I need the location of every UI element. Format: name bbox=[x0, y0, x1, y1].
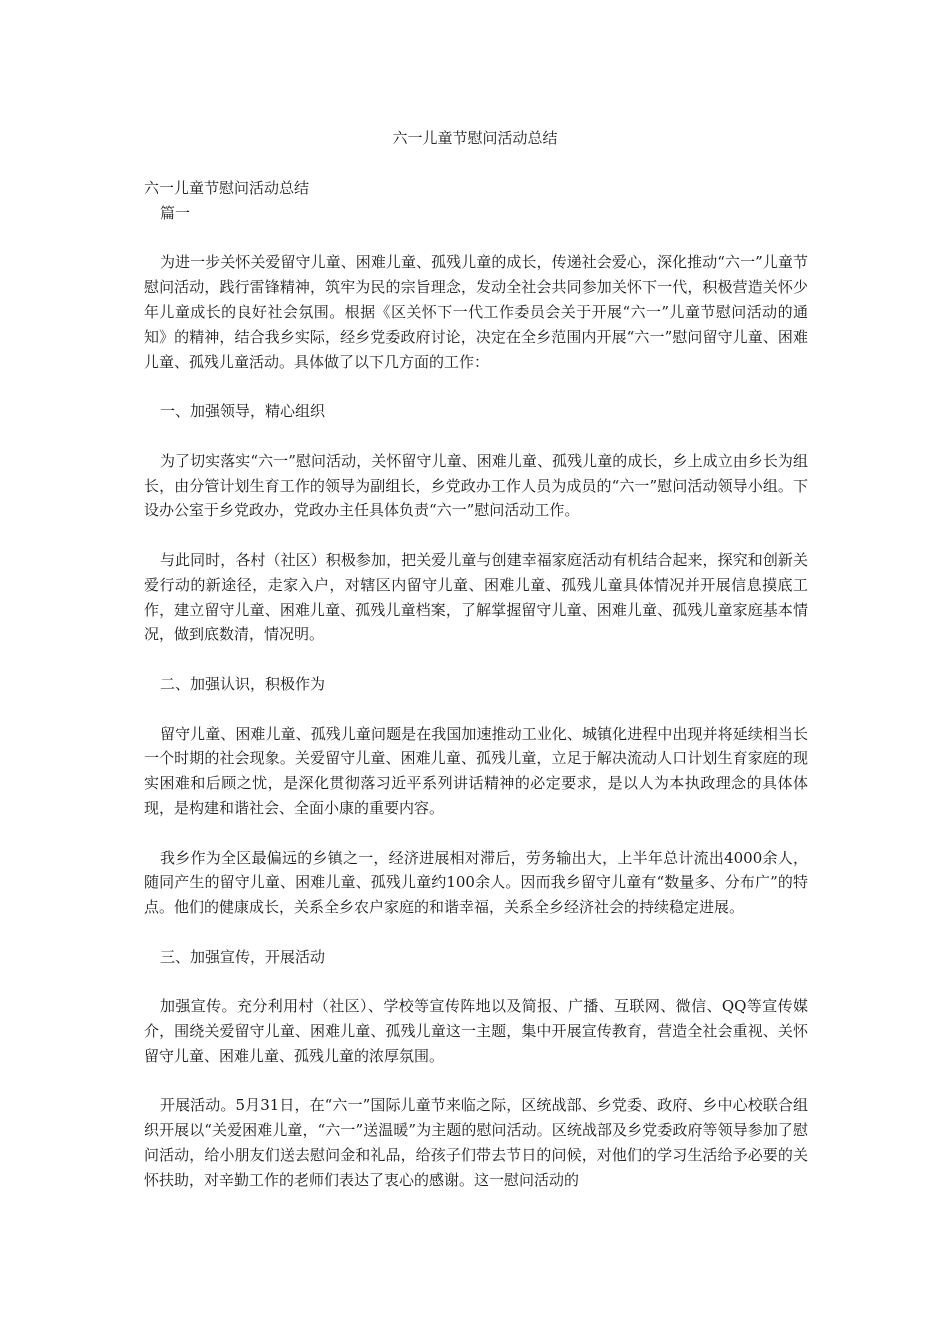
paragraph-intro: 为进一步关怀关爱留守儿童、困难儿童、孤残儿童的成长，传递社会爱心，深化推动“六一”儿童节慰问活动，践行雷锋精神，筑牢为民的宗旨理念，发动全社会共同参加关怀下一代，积极营造关怀少年儿童成长的良好社会氛围。根据《区关怀下一代工作委员会关于开展“六一”儿童节慰问活动的通知》的精神，结合我乡实际，经乡党委政府讨论，决定在全乡范围内开展“六一”慰问留守儿童、困难儿童、孤残儿童活动。具体做了以下几方面的工作： bbox=[144, 253, 808, 371]
section-heading-2: 二、加强认识，积极作为 bbox=[160, 674, 326, 693]
paragraph: 我乡作为全区最偏远的乡镇之一，经济进展相对滞后，劳务输出大，上半年总计流出4000余人，随同产生的留守儿童、困难儿童、孤残儿童约100余人。因而我乡留守儿童有“数量多、分布广”的特点。他们的健康成长，关系全乡农户家庭的和谐幸福，关系全乡经济社会的持续稳定进展。 bbox=[144, 848, 808, 917]
document-body bbox=[144, 176, 808, 1217]
document-subtitle: 六一儿童节慰问活动总结 bbox=[144, 179, 310, 197]
section-label: 篇一 bbox=[160, 203, 191, 222]
paragraph: 开展活动。5月31日，在“六一”国际儿童节来临之际，区统战部、乡党委、政府、乡中心校联合组织开展以“关爱困难儿童，“六一”送温暖”为主题的慰问活动。区统战部及乡党委政府等领导参加了慰问活动，给小朋友们送去慰问金和礼品，给孩子们带去节日的问候，对他们的学习生活给予必要的关怀扶助，对辛勤工作的老师们表达了衷心的感谢。这一慰问活动的 bbox=[144, 1096, 808, 1189]
section-heading-3: 三、加强宣传，开展活动 bbox=[160, 947, 326, 966]
paragraph: 为了切实落实“六一”慰问活动，关怀留守儿童、困难儿童、孤残儿童的成长，乡上成立由乡长为组长，由分管计划生育工作的领导为副组长，乡党政办工作人员为成员的“六一”慰问活动领导小组。下设办公室于乡党政办，党政办主任具体负责“六一”慰问活动工作。 bbox=[144, 451, 808, 520]
paragraph: 留守儿童、困难儿童、孤残儿童问题是在我国加速推动工业化、城镇化进程中出现并将延续相当长一个时期的社会现象。关爱留守儿童、困难儿童、孤残儿童，立足于解决流动人口计划生育家庭的现实困难和后顾之忧，是深化贯彻落习近平系列讲话精神的必定要求，是以人为本执政理念的具体体现，是构建和谐社会、全面小康的重要内容。 bbox=[144, 724, 808, 817]
paragraph: 与此同时，各村（社区）积极参加，把关爱儿童与创建幸福家庭活动有机结合起来，探究和创新关爱行动的新途径，走家入户，对辖区内留守儿童、困难儿童、孤残儿童具体情况并开展信息摸底工作，建立留守儿童、困难儿童、孤残儿童档案，了解掌握留守儿童、困难儿童、孤残儿童家庭基本情况，做到底数清，情况明。 bbox=[144, 550, 808, 644]
paragraph: 加强宣传。充分利用村（社区）、学校等宣传阵地以及简报、广播、互联网、微信、QQ等宣传媒介，围绕关爱留守儿童、困难儿童、孤残儿童这一主题，集中开展宣传教育，营造全社会重视、关怀留守儿童、困难儿童、孤残儿童的浓厚氛围。 bbox=[144, 997, 808, 1065]
document-title: 六一儿童节慰问活动总结 bbox=[392, 129, 558, 147]
section-heading-1: 一、加强领导，精心组织 bbox=[160, 402, 326, 421]
